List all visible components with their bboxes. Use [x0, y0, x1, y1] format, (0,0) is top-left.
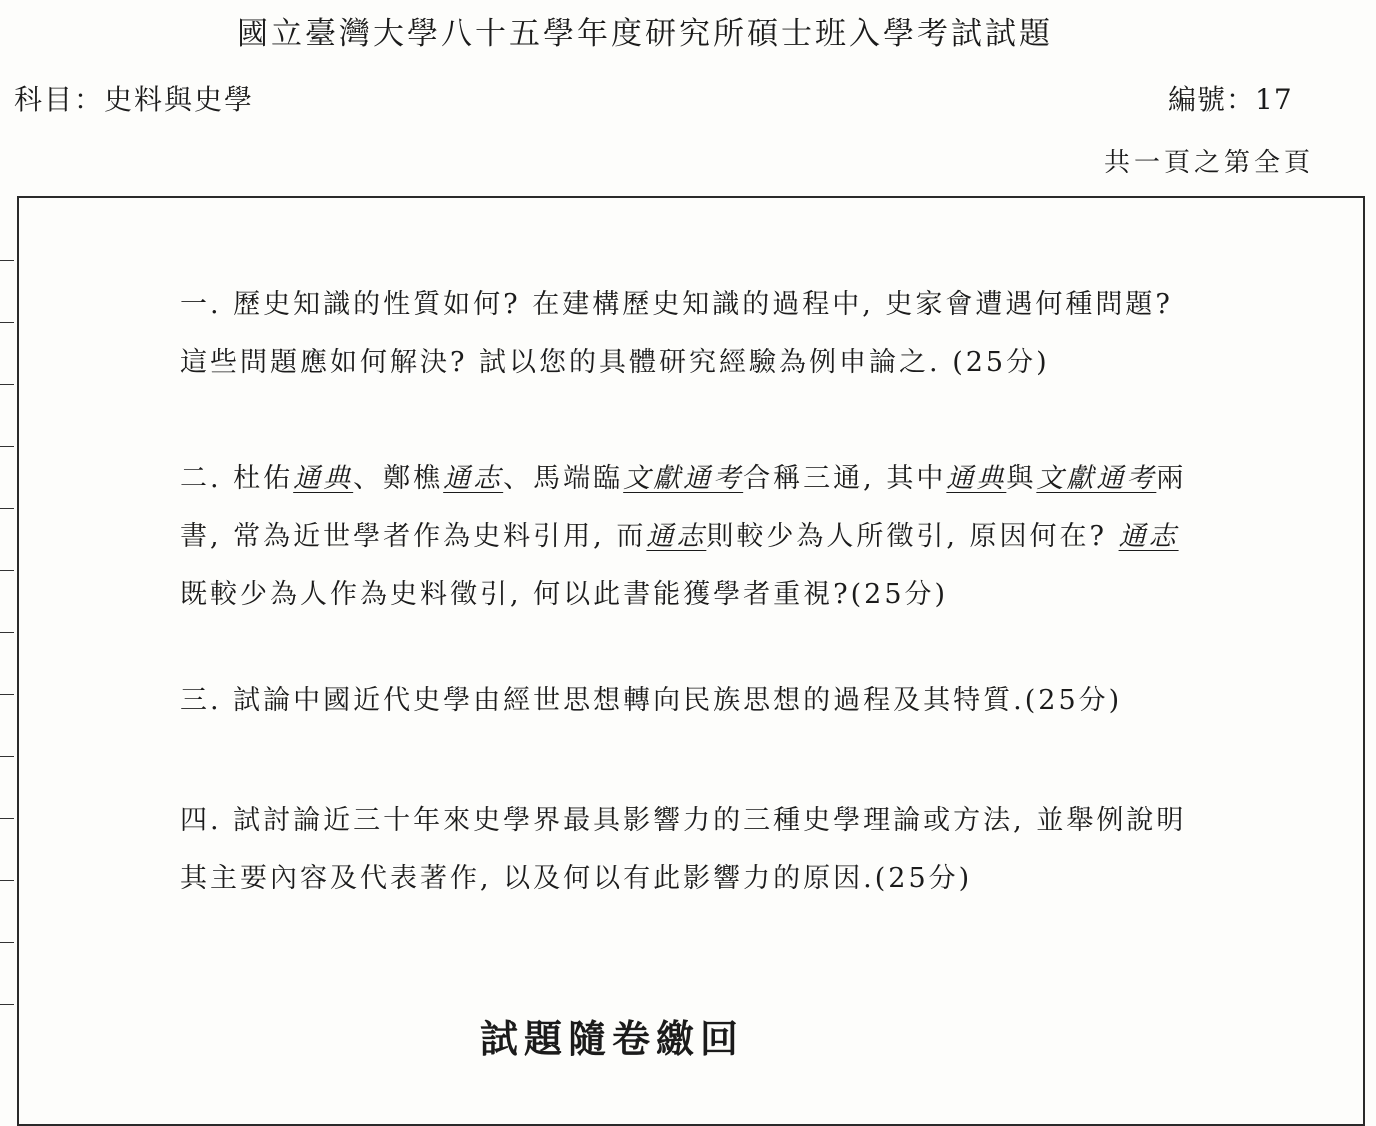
question-2-text: 兩書, 常為近世學者作為史料引用, 而 — [180, 463, 1187, 552]
question-2-text: 與 — [1006, 463, 1037, 494]
question-2-text: 、鄭樵 — [353, 463, 444, 494]
question-2-text: 則較少為人所徵引, 原因何在? — [706, 521, 1119, 552]
question-4-text: 四. 試討論近三十年來史學界最具影響力的三種史學理論或方法, 並舉例說明其主要內容及代表著作, 以及何以有此影響力的原因.(25分) — [180, 805, 1187, 894]
subject-label: 科目：史料與史學 — [14, 83, 255, 116]
exam-code: 編號：17 — [1168, 83, 1293, 116]
book-title: 通典 — [293, 463, 354, 494]
question-1-text: 一. 歷史知識的性質如何? 在建構歷史知識的過程中, 史家會遭遇何種問題? 這些問題應如何解決? 試以您的具體研究經驗為例申論之. (25分) — [180, 289, 1173, 378]
book-title: 通志 — [443, 463, 504, 494]
question-2-text: 、馬端臨 — [503, 463, 624, 494]
book-title: 文獻通考 — [1036, 463, 1157, 494]
question-2-text: 既較少為人作為史料徵引, 何以此書能獲學者重視?(25分) — [180, 579, 949, 610]
book-title: 通志 — [1118, 521, 1179, 552]
question-2-text: 二. 杜佑 — [180, 463, 294, 494]
book-title: 通志 — [646, 521, 707, 552]
book-title: 通典 — [946, 463, 1007, 494]
question-4 — [180, 792, 1200, 908]
margin-ticks — [0, 200, 16, 1100]
question-3-text: 三. 試論中國近代史學由經世思想轉向民族思想的過程及其特質.(25分) — [180, 685, 1123, 716]
question-1 — [180, 276, 1200, 392]
question-3 — [180, 672, 1200, 730]
question-2 — [180, 450, 1200, 624]
return-exam-notice: 試題隨卷繳回 — [480, 1016, 745, 1061]
book-title: 文獻通考 — [623, 463, 744, 494]
exam-title: 國立臺灣大學八十五學年度研究所碩士班入學考試試題 — [237, 16, 1053, 52]
page-count: 共一頁之第全頁 — [1104, 148, 1315, 178]
question-2-text: 合稱三通, 其中 — [743, 463, 947, 494]
